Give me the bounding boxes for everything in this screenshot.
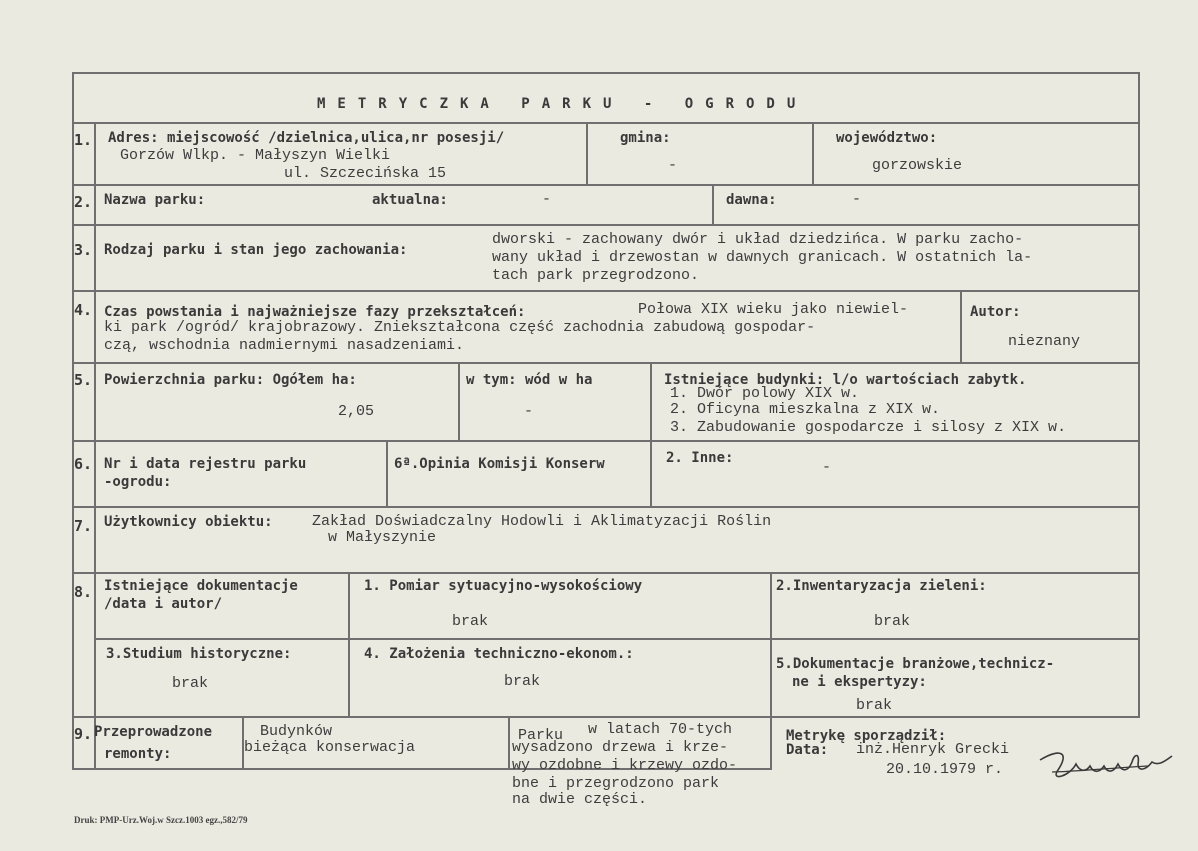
conservation-opinion-label: 6ª.Opinia Komisji Konserw (394, 456, 605, 472)
address-line-1: Gorzów Wlkp. - Małyszyn Wielki (120, 147, 391, 164)
buildings-repairs-label: Budynków (260, 723, 333, 740)
preparation-date: 20.10.1979 r. (886, 761, 1004, 778)
technical-assumptions-value: brak (504, 673, 541, 690)
park-repairs-line: w latach 70-tych (588, 721, 733, 738)
users-label: Użytkownicy obiektu: (104, 514, 273, 530)
row-number: 1. (74, 131, 93, 149)
former-name-value: - (852, 191, 862, 208)
voivodeship-label: województwo: (836, 130, 938, 146)
park-repairs-line: bne i przegrodzono park (512, 775, 720, 792)
survey-label: 1. Pomiar sytuacyjno-wysokościowy (364, 578, 643, 594)
documentation-label-1: Istniejące dokumentacje (104, 578, 298, 594)
documentation-label-2: /data i autor/ (104, 596, 223, 612)
author-value: nieznany (1008, 333, 1081, 350)
row-number: 2. (74, 193, 93, 211)
rule (458, 362, 460, 440)
row-number: 8. (74, 583, 93, 601)
survey-value: brak (452, 613, 489, 630)
form-title: METRYCZKA PARKU - OGRODU (317, 96, 808, 112)
buildings-repairs-value: bieżąca konserwacja (244, 739, 416, 756)
rule (348, 572, 350, 716)
park-repairs-line: wysadzono drzewa i krze- (512, 739, 729, 756)
branch-docs-label-1: 5.Dokumentacje branżowe,technicz- (776, 656, 1055, 672)
branch-docs-value: brak (856, 697, 893, 714)
voivodeship-value: gorzowskie (872, 157, 963, 174)
rule (72, 716, 1140, 718)
park-name-label: Nazwa parku: (104, 192, 206, 208)
historical-study-label: 3.Studium historyczne: (106, 646, 292, 662)
row-number: 3. (74, 241, 93, 259)
rule (712, 184, 714, 224)
technical-assumptions-label: 4. Założenia techniczno-ekonom.: (364, 646, 634, 662)
area-value: 2,05 (338, 403, 375, 420)
water-area-value: - (524, 403, 534, 420)
rule (1138, 72, 1140, 716)
rule (650, 362, 652, 506)
park-record-form (72, 72, 1140, 808)
park-type-label: Rodzaj parku i stan jego zachowania: (104, 242, 408, 258)
greenery-inventory-label: 2.Inwentaryzacja zieleni: (776, 578, 987, 594)
rule (72, 224, 1140, 226)
current-name-value: - (542, 191, 552, 208)
water-area-label: w tym: wód w ha (466, 372, 593, 388)
rule (812, 122, 814, 184)
current-name-label: aktualna: (372, 192, 448, 208)
address-label: Adres: miejscowość /dzielnica,ulica,nr posesji/ (108, 130, 505, 146)
rule (72, 184, 1140, 186)
area-label: Powierzchnia parku: Ogółem ha: (104, 372, 357, 388)
building-item: 3. Zabudowanie gospodarcze i silosy z XIX w. (670, 419, 1067, 436)
register-label-1: Nr i data rejestru parku (104, 456, 307, 472)
gmina-value: - (668, 157, 678, 174)
rule (94, 122, 96, 768)
register-label-2: -ogrodu: (104, 474, 172, 490)
park-repairs-label: Parku (518, 727, 564, 744)
park-type-line-1: dworski - zachowany dwór i układ dziedzińca. W parku zacho- (492, 231, 1024, 248)
row-number: 6. (74, 455, 93, 473)
park-repairs-line: wy ozdobne i krzewy ozdo- (512, 757, 738, 774)
other-value: - (822, 459, 832, 476)
history-phases-line-1: Połowa XIX wieku jako niewiel- (638, 301, 909, 318)
rule (72, 440, 1140, 442)
preparer-name: inż.Henryk Grecki (856, 741, 1010, 758)
park-repairs-line: na dwie części. (512, 791, 648, 808)
rule (72, 72, 74, 770)
rule (960, 290, 962, 362)
greenery-inventory-value: brak (874, 613, 911, 630)
row-number: 4. (74, 301, 93, 319)
other-label: 2. Inne: (666, 450, 734, 466)
author-label: Autor: (970, 304, 1021, 320)
building-item: 2. Oficyna mieszkalna z XIX w. (670, 401, 941, 418)
branch-docs-label-2: ne i ekspertyzy: (792, 674, 927, 690)
row-number: 5. (74, 371, 93, 389)
rule (72, 122, 1140, 124)
rule (508, 716, 510, 768)
row-number: 9. (74, 725, 93, 743)
former-name-label: dawna: (726, 192, 777, 208)
rule (586, 122, 588, 184)
repairs-label-1: Przeprowadzone (94, 724, 213, 740)
date-label: Data: (786, 742, 829, 758)
gmina-label: gmina: (620, 130, 671, 146)
row-number: 7. (74, 517, 93, 535)
history-phases-line-3: czą, wschodnia nadmiernymi nasadzeniami. (104, 337, 465, 354)
park-type-line-2: wany układ i drzewostan w dawnych granicach. W ostatnich la- (492, 249, 1033, 266)
address-line-2: ul. Szczecińska 15 (284, 165, 447, 182)
handwritten-signature (1030, 742, 1180, 792)
history-phases-line-2: ki park /ogród/ krajobrazowy. Zniekształcona część zachodnia zabudową gospodar- (104, 319, 816, 336)
building-item: 1. Dwór polowy XIX w. (670, 385, 860, 402)
historical-study-value: brak (172, 675, 209, 692)
rule (72, 72, 1140, 74)
park-type-line-3: tach park przegrodzono. (492, 267, 700, 284)
rule (72, 572, 1140, 574)
rule (770, 572, 772, 716)
rule (386, 440, 388, 506)
rule (72, 290, 1140, 292)
rule (72, 362, 1140, 364)
repairs-label-2: remonty: (104, 746, 172, 762)
users-line-1: Zakład Doświadczalny Hodowli i Aklimatyzacji Roślin (312, 513, 772, 530)
prepared-by-label: Metrykę sporządził: (786, 728, 947, 744)
rule (72, 506, 1140, 508)
rule (770, 716, 772, 768)
rule (94, 638, 1140, 640)
existing-buildings-label: Istniejące budynki: l/o wartościach zabytk. (664, 372, 1027, 388)
users-line-2: w Małyszynie (328, 529, 437, 546)
print-footer: Druk: PMP-Urz.Woj.w Szcz.1003 egz.,582/79 (74, 815, 248, 825)
history-phases-label: Czas powstania i najważniejsze fazy przekształceń: (104, 304, 526, 320)
